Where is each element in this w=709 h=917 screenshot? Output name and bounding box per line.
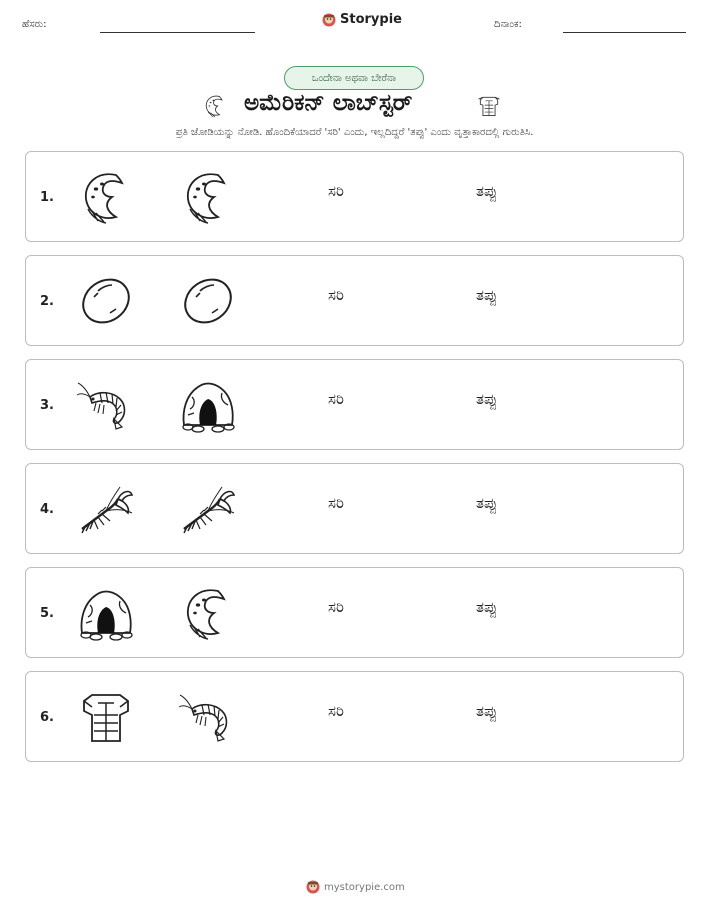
question-row — [25, 567, 684, 658]
question-row — [25, 359, 684, 450]
lobster-icon — [178, 479, 238, 539]
brand-name: Storypie — [340, 12, 402, 27]
worksheet-type-badge: ಒಂದೇನಾ ಅಥವಾ ಬೇರೆನಾ — [284, 66, 424, 90]
storypie-logo-icon — [306, 880, 320, 894]
brand — [322, 12, 402, 27]
date-line[interactable] — [563, 32, 686, 33]
title-row — [0, 88, 709, 122]
armor-icon — [76, 687, 136, 747]
storypie-logo-icon — [322, 13, 336, 27]
question-number: 3. — [40, 398, 54, 413]
instructions: ಪ್ರತಿ ಜೋಡಿಯನ್ನು ನೋಡಿ. ಹೊಂದಿಕೆಯಾದರೆ 'ಸರಿ' ಎಂದು, ಇಲ್ಲದಿದ್ದರೆ 'ತಪ್ಪು' ಎಂದು ವೃತ್ತಾಕಾರದಲ್ಲಿ ಗುರುತಿಸಿ. — [175, 127, 534, 138]
claw-icon — [178, 167, 238, 227]
egg-icon — [178, 271, 238, 331]
shrimp-icon — [76, 375, 136, 435]
question-row — [25, 463, 684, 554]
option-false[interactable]: ತಪ್ಪು — [476, 182, 498, 200]
armor-icon — [476, 92, 502, 120]
question-number: 1. — [40, 190, 54, 205]
date-label: ದಿನಾಂಕ: — [494, 19, 522, 30]
question-row — [25, 671, 684, 762]
question-row — [25, 151, 684, 242]
option-true[interactable]: ಸರಿ — [328, 182, 344, 200]
footer-url: mystorypie.com — [324, 881, 405, 893]
cave-icon — [76, 583, 136, 643]
cave-icon — [178, 375, 238, 435]
question-number: 4. — [40, 502, 54, 517]
footer — [306, 880, 405, 894]
egg-icon — [76, 271, 136, 331]
question-number: 6. — [40, 710, 54, 725]
name-line[interactable] — [100, 32, 255, 33]
lobster-icon — [76, 479, 136, 539]
page-title: ಅಮೆರಿಕನ್ ಲಾಬ್‌ಸ್ಟರ್ — [244, 90, 413, 116]
option-false[interactable]: ತಪ್ಪು — [476, 702, 498, 720]
claw-icon — [76, 167, 136, 227]
question-number: 2. — [40, 294, 54, 309]
option-true[interactable]: ಸರಿ — [328, 702, 344, 720]
option-false[interactable]: ತಪ್ಪು — [476, 598, 498, 616]
shrimp-icon — [178, 687, 238, 747]
option-false[interactable]: ತಪ್ಪು — [476, 494, 498, 512]
question-row — [25, 255, 684, 346]
option-true[interactable]: ಸರಿ — [328, 494, 344, 512]
option-true[interactable]: ಸರಿ — [328, 390, 344, 408]
option-false[interactable]: ತಪ್ಪು — [476, 390, 498, 408]
option-true[interactable]: ಸರಿ — [328, 286, 344, 304]
name-label: ಹೆಸರು: — [22, 19, 47, 30]
option-false[interactable]: ತಪ್ಪು — [476, 286, 498, 304]
question-number: 5. — [40, 606, 54, 621]
claw-icon — [178, 583, 238, 643]
claw-icon — [202, 92, 228, 120]
option-true[interactable]: ಸರಿ — [328, 598, 344, 616]
